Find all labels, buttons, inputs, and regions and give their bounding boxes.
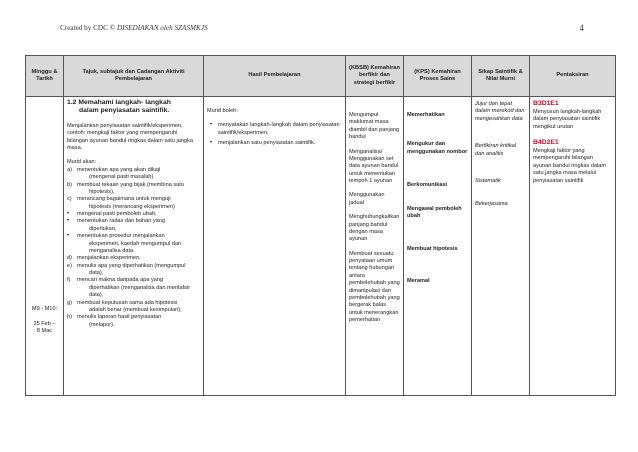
lesson-plan-table <box>25 55 616 396</box>
col-header-kbsb: (KBSB) Kemahiran berfikir dan strategi berfikir <box>346 56 404 97</box>
sikap-item: Sistematik <box>475 177 501 184</box>
page-number: 4 <box>579 23 584 33</box>
col-header-outcomes: Hasil Pembelajaran <box>204 56 346 97</box>
topic-title: 1.2 Memahami langkah- langkah dalam penyiasatan saintifik. <box>67 99 171 115</box>
kps-item: Mengukur dan menggunakan nombor <box>407 141 468 155</box>
activity-subitem: • menentukan prosedur menjalankan eksperimen, kaedah mengumpul dan menganalisa data. <box>67 233 182 254</box>
sikap-cell <box>472 97 530 396</box>
activity-item: h) menulis laporan hasil penyiasatan (melapor). <box>67 314 162 328</box>
activity-item: d) menjalankan eksperimen, <box>67 255 141 262</box>
activity-subitem: • menentukan radas dan bahan yang diperlukan, <box>67 218 166 232</box>
kps-item: Meramal <box>407 277 430 284</box>
col-header-week: Minggu & Tarikh <box>26 56 64 97</box>
activity-item: b) membuat tekaan yang bijak (membina satu hipotesis), <box>67 181 184 195</box>
kbsb-cell <box>346 97 404 396</box>
sikap-item: Jujur dan tepat dalam merekod dan mengesahkan data <box>475 101 525 122</box>
col-header-assessment: Pentaksiran <box>530 56 616 97</box>
students-lead: Murid akan: <box>67 159 97 166</box>
activity-item: c) merancang bagaimana untuk menguji hipotesis (merancang eksperimen) <box>67 196 175 210</box>
activity-item: g) membuat keputusan sama ada hipotesis adalah benar (membuat kesimpulan), <box>67 299 182 313</box>
kbsb-item: Menghubungkaitkan panjang bandul dengan masa ayunan <box>349 214 400 243</box>
sikap-item: Berfikiran kritikal dan analitis <box>475 143 517 157</box>
activity-item: f) mencari makna daripada apa yang diperhatikan (menganalisa dan mentafsir data), <box>67 277 191 299</box>
table-header-row <box>26 56 616 97</box>
outcomes-list <box>207 122 342 147</box>
date-start: 25 Feb – <box>33 320 56 327</box>
kps-item: Berkomunikasi <box>407 182 448 189</box>
activity-intro: Menjalankan penyiasatan saintifik/eksperimen, contoh: mengkaji faktor yang mempengaruhi bilangan ayunan bandul ringkas dalam satu jangka masa. <box>67 122 193 152</box>
activity-item: a) menentukan apa yang akan dikaji (mengenal pasti masalah) <box>67 166 161 181</box>
activity-list <box>67 167 200 329</box>
week-cell <box>26 97 64 396</box>
kbsb-item: Membuat sesuatu penyataan umum tentang hubungan antara pembolehubah yang dimanipulasi dan pembolehubah yang bergerak balas untuk menerangkan pemerhatian <box>349 250 400 323</box>
kbsb-item: Menggunakan jadual <box>349 192 385 206</box>
table-row <box>26 97 616 396</box>
outcome-item: • menyatakan langkah-langkah dalam penyiasatan saintifik/eksperimen, <box>218 122 342 137</box>
credit-author: DISEDIAKAN oleh SZASMKJS <box>116 24 208 32</box>
credit-prefix: Created by CDC © <box>60 24 116 32</box>
assessment-cell <box>530 97 616 396</box>
kps-item: Memerhatikan <box>407 112 445 118</box>
col-header-topic: Tajuk, subtajuk dan Cadangan Aktiviti Pembelajaran <box>64 56 204 97</box>
assessment-text: Mengkaji faktor yang mempengaruhi bilangan ayunan bandul ringkas dalam satu jangka masa melalui penyiasatan saintifik <box>533 148 607 184</box>
kbsb-item: Menganalisa/ Menggunakan set data ayunan bandul untuk menentukan tempoh 1 ayunan <box>349 148 399 184</box>
kps-item: Membuat hipotesis <box>407 246 458 253</box>
sikap-item: Bekerjasama <box>475 201 508 208</box>
col-header-kps: (KPS) Kemahiran Proses Sains <box>404 56 472 97</box>
credit-line <box>60 24 208 32</box>
week-label: M9 - M10: <box>31 306 58 313</box>
date-end: 8 Mac <box>36 328 53 335</box>
outcomes-lead: Murid boleh: <box>207 108 238 114</box>
page-header <box>60 23 584 40</box>
kps-cell <box>404 97 472 396</box>
outcome-item: • menjalankan satu penyiasatan saintifik. <box>218 140 342 147</box>
activity-subitem: • mengenal pasti pemboleh ubah, <box>67 211 157 218</box>
assessment-code: B4D2E1 <box>533 139 559 147</box>
activity-item: e) menulis apa yang diperhatikan (mengumpul data), <box>67 262 186 277</box>
assessment-text: Menyusun langkah-langkah dalam penyiasatan saintifik mengikut urutan <box>533 108 602 130</box>
topic-cell <box>64 97 204 396</box>
col-header-sikap: Sikap Saintifik & Nilai Murni <box>472 56 530 97</box>
assessment-code: B3D1E1 <box>533 100 559 107</box>
outcomes-cell <box>204 97 346 396</box>
kbsb-item: Mengumpul maklumat masa diambil dan panjang bandul <box>349 112 400 141</box>
kps-item: Mengawal pemboleh ubah <box>407 205 462 219</box>
